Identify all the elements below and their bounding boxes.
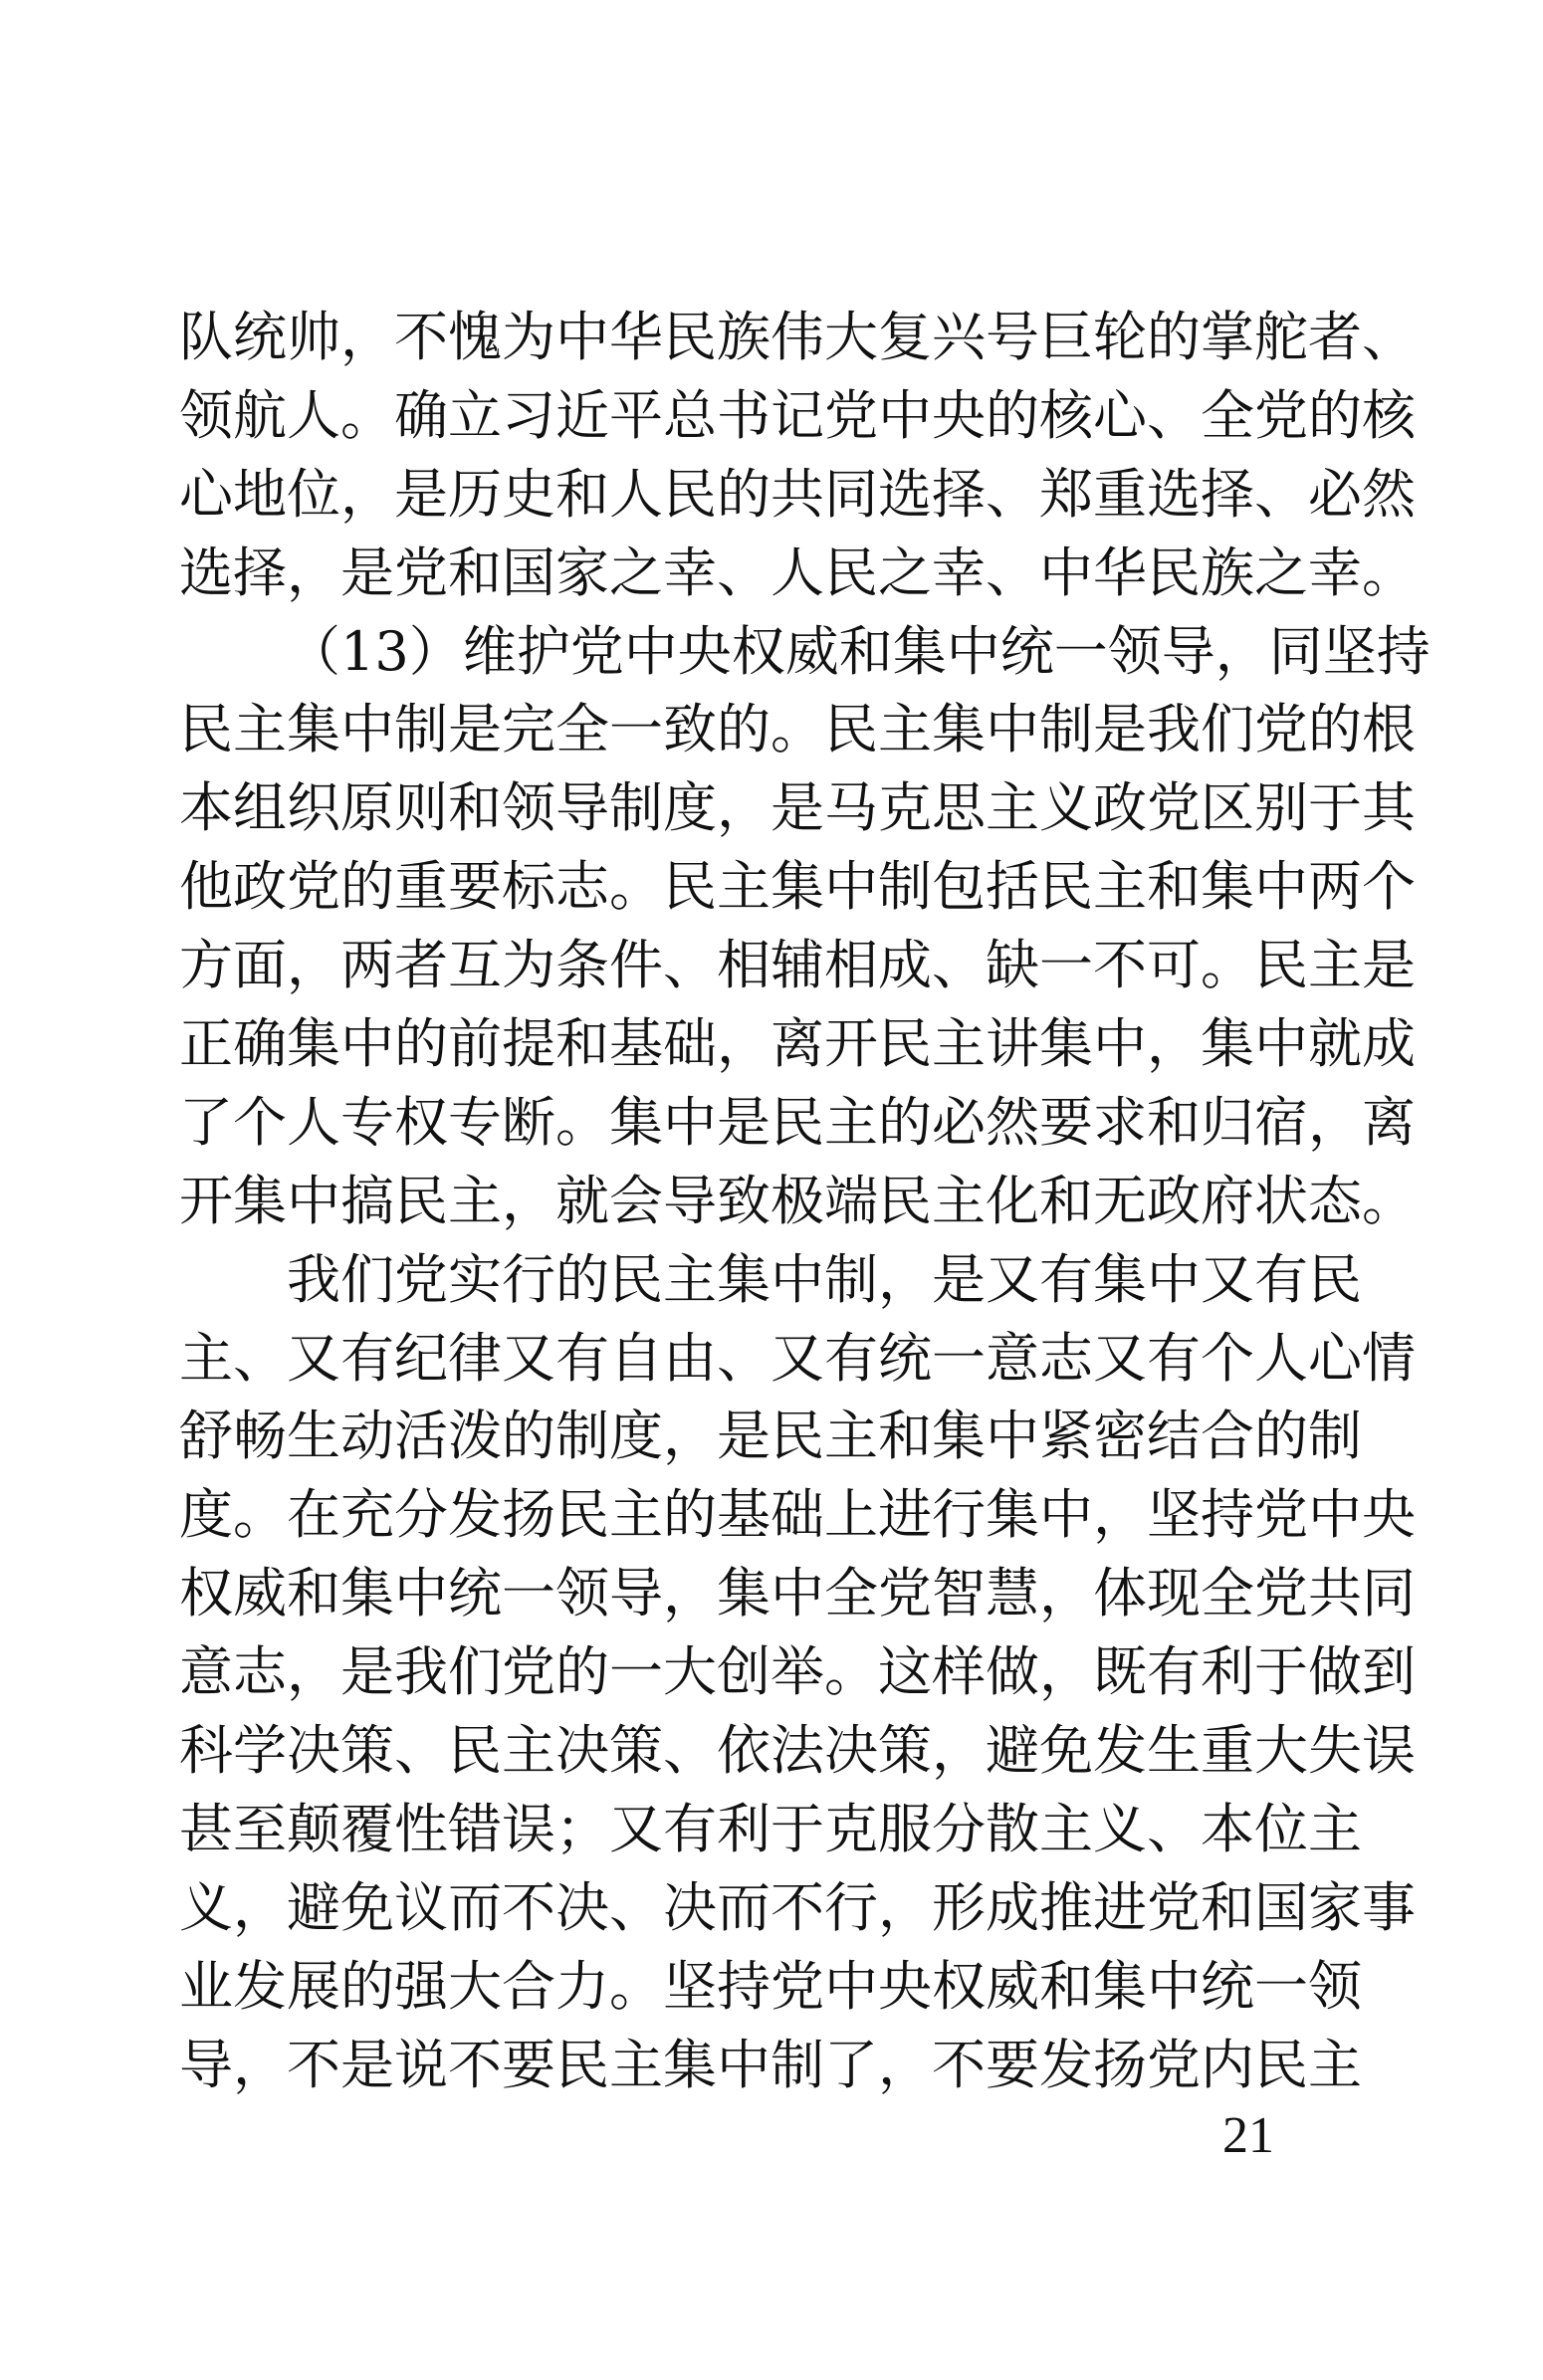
text-line: 导，不是说不要民主集中制了，不要发扬党内民主 — [179, 2033, 1362, 2096]
text-line: 权威和集中统一领导，集中全党智慧，体现全党共同 — [179, 1562, 1416, 1625]
text-line: 甚至颠覆性错误；又有利于克服分散主义、本位主 — [179, 1797, 1362, 1860]
text-line: 我们党实行的民主集中制，是又有集中又有民 — [287, 1247, 1362, 1311]
text-line: 开集中搞民主，就会导致极端民主化和无政府状态。 — [179, 1169, 1416, 1232]
text-line: 度。在充分发扬民主的基础上进行集中，坚持党中央 — [179, 1483, 1416, 1547]
text-line: 主、又有纪律又有自由、又有统一意志又有个人心情 — [179, 1326, 1416, 1390]
text-line: （13）维护党中央权威和集中统一领导，同坚持 — [287, 619, 1431, 683]
text-line: 业发展的强大合力。坚持党中央权威和集中统一领 — [179, 1954, 1362, 2018]
text-line: 意志，是我们党的一大创举。这样做，既有利于做到 — [179, 1640, 1416, 1704]
text-line: 队统帅，不愧为中华民族伟大复兴号巨轮的掌舵者、 — [179, 306, 1416, 368]
text-line: 民主集中制是完全一致的。民主集中制是我们党的根 — [179, 698, 1416, 761]
page-number: 21 — [1222, 2107, 1274, 2164]
text-line: 领航人。确立习近平总书记党中央的核心、全党的核 — [179, 383, 1416, 447]
text-line: 选择，是党和国家之幸、人民之幸、中华民族之幸。 — [179, 541, 1416, 604]
text-line: 他政党的重要标志。民主集中制包括民主和集中两个 — [179, 855, 1416, 919]
text-line: 了个人专权专断。集中是民主的必然要求和归宿，离 — [179, 1090, 1416, 1154]
text-line: 科学决策、民主决策、依法决策，避免发生重大失误 — [179, 1719, 1416, 1783]
text-line: 舒畅生动活泼的制度，是民主和集中紧密结合的制 — [179, 1405, 1362, 1468]
text-line: 方面，两者互为条件、相辅相成、缺一不可。民主是 — [179, 934, 1416, 997]
body-text — [179, 299, 1431, 2104]
text-line: 正确集中的前提和基础，离开民主讲集中，集中就成 — [179, 1012, 1416, 1076]
text-line: 本组织原则和领导制度，是马克思主义政党区别于其 — [179, 776, 1416, 840]
text-line: 义，避免议而不决、决而不行，形成推进党和国家事 — [179, 1875, 1416, 1939]
text-line: 心地位，是历史和人民的共同选择、郑重选择、必然 — [179, 462, 1416, 526]
